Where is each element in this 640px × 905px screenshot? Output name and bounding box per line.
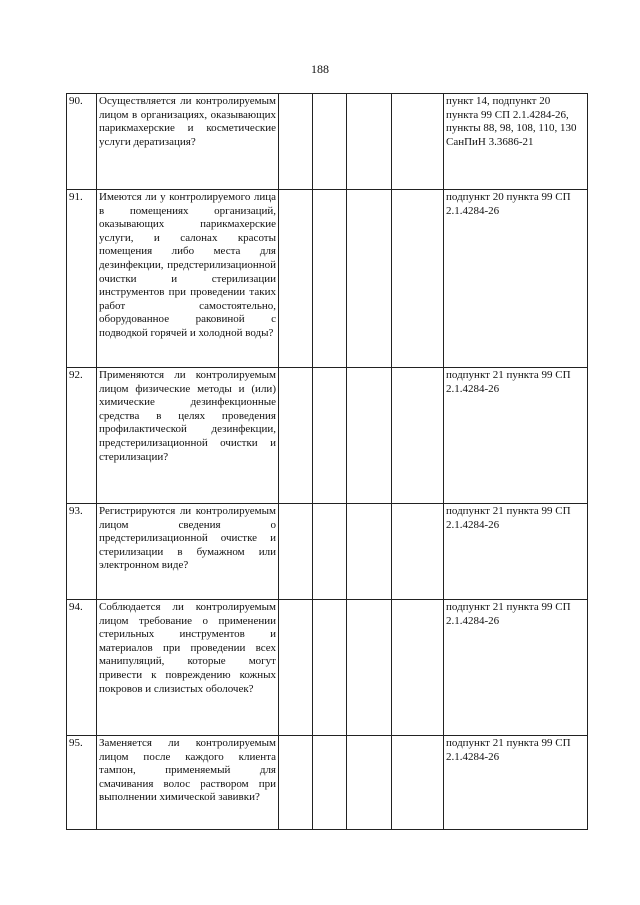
answer-cell-yes	[279, 190, 313, 368]
page-number: 188	[311, 62, 329, 76]
checklist-table	[66, 93, 588, 830]
table-row	[67, 94, 588, 190]
question-text: Регистрируются ли контролируемым лицом сведения о предстерилизационной очистке и стерилизации в бумажном или электронном виде?	[97, 504, 279, 600]
row-number: 91.	[67, 190, 97, 368]
answer-cell-yes	[279, 504, 313, 600]
reference-text: подпункт 21 пункта 99 СП 2.1.4284-26	[444, 736, 588, 830]
row-number: 93.	[67, 504, 97, 600]
question-text: Заменяется ли контролируемым лицом после каждого клиента тампон, применяемый для смачивания волос раствором при выполнении химической завивки?	[97, 736, 279, 830]
answer-cell-na	[347, 504, 392, 600]
note-cell	[392, 94, 444, 190]
answer-cell-na	[347, 600, 392, 736]
reference-text: пункт 14, подпункт 20 пункта 99 СП 2.1.4284-26, пункты 88, 98, 108, 110, 130 СанПиН 3.3686-21	[444, 94, 588, 190]
question-text: Применяются ли контролируемым лицом физические методы и (или) химические дезинфекционные средства в целях проведения профилактической дезинфекции, предстерилизационной очистки и стерилизации?	[97, 368, 279, 504]
reference-text: подпункт 21 пункта 99 СП 2.1.4284-26	[444, 368, 588, 504]
answer-cell-na	[347, 736, 392, 830]
answer-cell-yes	[279, 736, 313, 830]
row-number: 92.	[67, 368, 97, 504]
table-row	[67, 600, 588, 736]
answer-cell-na	[347, 94, 392, 190]
answer-cell-no	[313, 190, 347, 368]
answer-cell-na	[347, 368, 392, 504]
row-number: 94.	[67, 600, 97, 736]
note-cell	[392, 190, 444, 368]
note-cell	[392, 736, 444, 830]
row-number: 95.	[67, 736, 97, 830]
table-row	[67, 190, 588, 368]
reference-text: подпункт 21 пункта 99 СП 2.1.4284-26	[444, 504, 588, 600]
reference-text: подпункт 20 пункта 99 СП 2.1.4284-26	[444, 190, 588, 368]
table-row	[67, 368, 588, 504]
note-cell	[392, 368, 444, 504]
answer-cell-yes	[279, 94, 313, 190]
answer-cell-yes	[279, 368, 313, 504]
answer-cell-no	[313, 94, 347, 190]
answer-cell-no	[313, 504, 347, 600]
question-text: Осуществляется ли контролируемым лицом в организациях, оказывающих парикмахерские и косметические услуги дератизация?	[97, 94, 279, 190]
reference-text: подпункт 21 пункта 99 СП 2.1.4284-26	[444, 600, 588, 736]
table-row	[67, 736, 588, 830]
table-row	[67, 504, 588, 600]
note-cell	[392, 504, 444, 600]
answer-cell-no	[313, 600, 347, 736]
row-number: 90.	[67, 94, 97, 190]
answer-cell-na	[347, 190, 392, 368]
answer-cell-yes	[279, 600, 313, 736]
answer-cell-no	[313, 368, 347, 504]
question-text: Соблюдается ли контролируемым лицом требование о применении стерильных инструментов и материалов при проведении всех манипуляций, которые могут привести к повреждению кожных покровов и слизистых оболочек?	[97, 600, 279, 736]
question-text: Имеются ли у контролируемого лица в помещениях организаций, оказывающих парикмахерские услуги, и салонах красоты помещения либо места для дезинфекции, предстерилизационной очистки и стерилизации инструментов при проведении таких работ самостоятельно, оборудованное раковиной с подводкой горячей и холодной воды?	[97, 190, 279, 368]
note-cell	[392, 600, 444, 736]
answer-cell-no	[313, 736, 347, 830]
